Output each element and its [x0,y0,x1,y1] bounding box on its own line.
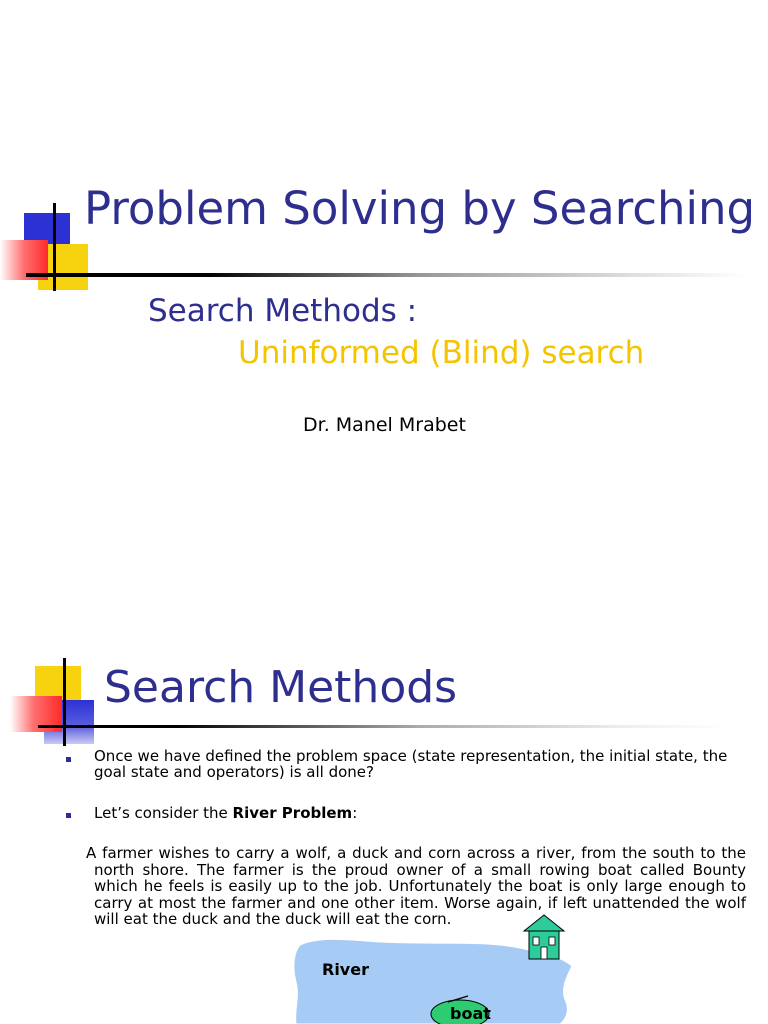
river-label: River [322,960,369,979]
house-icon [524,915,564,959]
slide-title: Search Methods [104,662,458,713]
slide-subtitle: Search Methods : [148,293,418,329]
paragraph-text: A farmer wishes to carry a wolf, a duck and corn across a river, from the south to the north shore. The farmer is the proud owner of a small rowing boat called Bounty which he feels is easily up to the job. Unfortunately the boat is only large enough to carry at most the farmer and one other item. Worse again, if left unattended the wolf will eat the duck and the duck will eat the corn. [86,844,746,928]
author-name: Dr. Manel Mrabet [303,414,466,436]
bullet-text-problem-space: Once we have defined the problem space (state representation, the initial state, the goal state and operators) is all done? [94,747,728,781]
bullet-text-suffix: : [352,804,358,822]
slide-subtitle-highlight: Uninformed (Blind) search [238,335,645,371]
content-slide [0,600,768,1024]
bullet-text-prefix: Let’s consider the [94,804,233,822]
boat-label: boat [450,1004,491,1023]
river-problem-bold: River Problem [232,804,353,822]
slide-title: Problem Solving by Searching [84,182,756,235]
logo-vertical-line [53,203,56,291]
river-illustration [0,600,768,1024]
title-underline [26,273,746,277]
